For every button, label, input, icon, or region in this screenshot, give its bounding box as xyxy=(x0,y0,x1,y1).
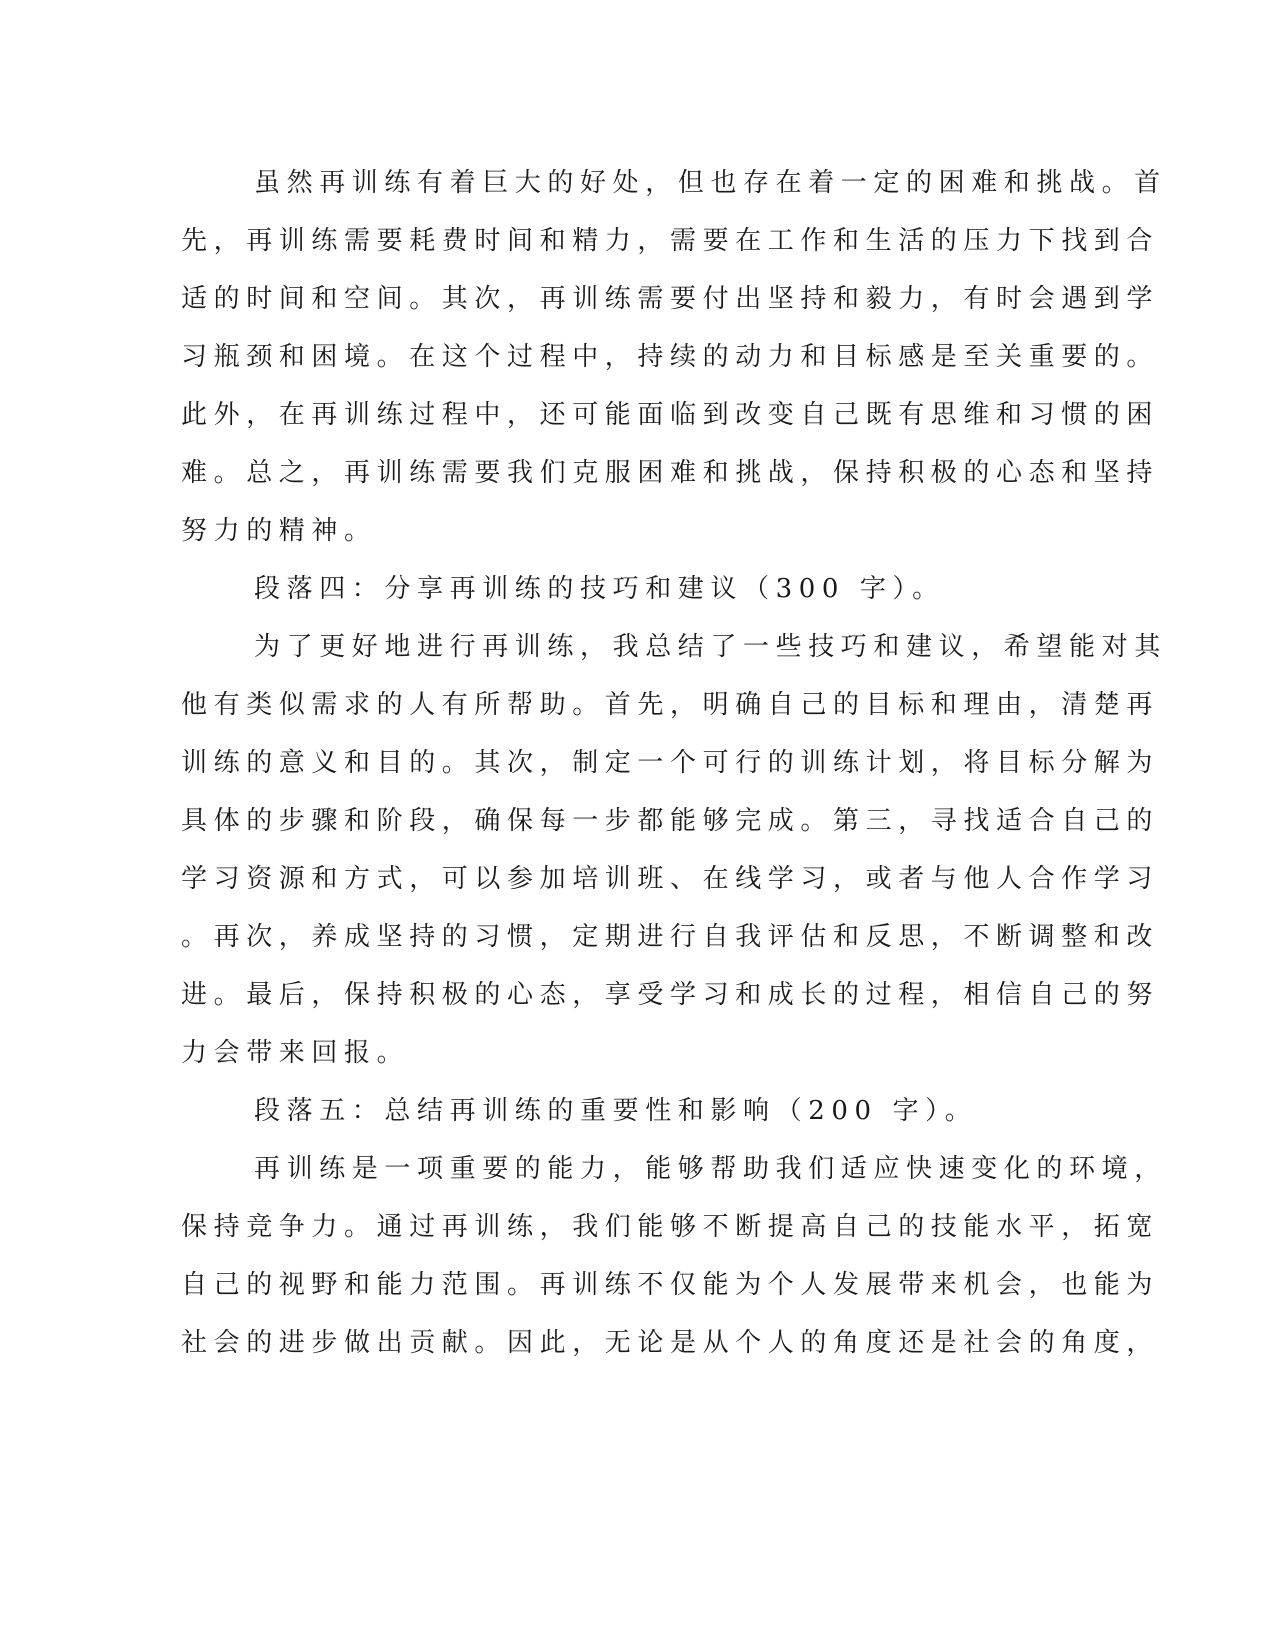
paragraph-line: 社会的进步做出贡献。因此，无论是从个人的角度还是社会的角度， xyxy=(181,1328,1160,1358)
paragraph-line: 自己的视野和能力范围。再训练不仅能为个人发展带来机会，也能为 xyxy=(181,1270,1160,1300)
paragraph-line: 适的时间和空间。其次，再训练需要付出坚持和毅力，有时会遇到学 xyxy=(181,284,1160,314)
paragraph-line: 训练的意义和目的。其次，制定一个可行的训练计划，将目标分解为 xyxy=(181,748,1160,778)
paragraph-line: 保持竞争力。通过再训练，我们能够不断提高自己的技能水平，拓宽 xyxy=(181,1212,1160,1242)
paragraph-line: 他有类似需求的人有所帮助。首先，明确自己的目标和理由，清楚再 xyxy=(181,690,1160,720)
paragraph-line: 此外，在再训练过程中，还可能面临到改变自己既有思维和习惯的困 xyxy=(181,400,1160,430)
section-heading: 段落四：分享再训练的技巧和建议（300 字）。 xyxy=(254,574,945,604)
paragraph-line: 。再次，养成坚持的习惯，定期进行自我评估和反思，不断调整和改 xyxy=(181,922,1160,952)
paragraph-line: 具体的步骤和阶段，确保每一步都能够完成。第三，寻找适合自己的 xyxy=(181,806,1160,836)
paragraph-line: 难。总之，再训练需要我们克服困难和挑战，保持积极的心态和坚持 xyxy=(181,458,1160,488)
paragraph-line: 进。最后，保持积极的心态，享受学习和成长的过程，相信自己的努 xyxy=(181,980,1160,1010)
section-heading: 段落五：总结再训练的重要性和影响（200 字）。 xyxy=(254,1096,978,1126)
paragraph-line: 为了更好地进行再训练，我总结了一些技巧和建议，希望能对其 xyxy=(254,632,1167,662)
paragraph-line: 习瓶颈和困境。在这个过程中，持续的动力和目标感是至关重要的。 xyxy=(181,342,1160,372)
paragraph-line: 努力的精神。 xyxy=(181,516,377,546)
paragraph-line: 力会带来回报。 xyxy=(181,1038,410,1068)
paragraph-line: 虽然再训练有着巨大的好处，但也存在着一定的困难和挑战。首 xyxy=(254,168,1167,198)
paragraph-line: 先，再训练需要耗费时间和精力，需要在工作和生活的压力下找到合 xyxy=(181,226,1160,256)
paragraph-line: 学习资源和方式，可以参加培训班、在线学习，或者与他人合作学习 xyxy=(181,864,1160,894)
paragraph-line: 再训练是一项重要的能力，能够帮助我们适应快速变化的环境， xyxy=(254,1154,1167,1184)
